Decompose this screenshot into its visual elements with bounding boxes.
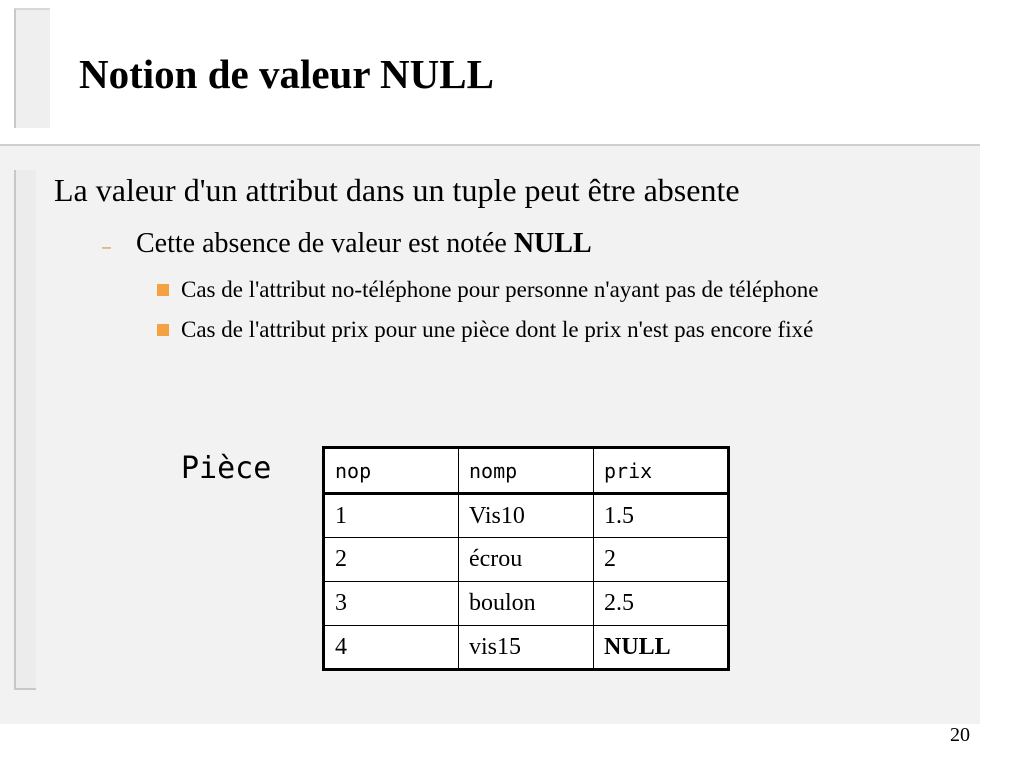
table-row bbox=[324, 538, 729, 582]
table-cell: Vis10 bbox=[459, 494, 594, 538]
bullet-level3-text: Cas de l'attribut prix pour une pièce dont le prix n'est pas encore fixé bbox=[181, 317, 814, 342]
table-cell: 4 bbox=[324, 626, 459, 670]
table-cell: boulon bbox=[459, 582, 594, 626]
table-row bbox=[324, 494, 729, 538]
bullet-level2-prefix: Cette absence de valeur est notée bbox=[136, 228, 514, 259]
table-header-cell: prix bbox=[594, 448, 729, 494]
bullet-level3-text: Cas de l'attribut no-téléphone pour personne n'ayant pas de téléphone bbox=[181, 277, 819, 302]
bullet-level1: La valeur d'un attribut dans un tuple peut être absente bbox=[54, 172, 740, 208]
table-cell: écrou bbox=[459, 538, 594, 582]
table-cell: 2 bbox=[324, 538, 459, 582]
table-cell: 2 bbox=[594, 538, 729, 582]
page-number: 20 bbox=[950, 724, 970, 746]
square-bullet-icon bbox=[157, 324, 169, 336]
title-accent-bar bbox=[14, 8, 50, 128]
table-cell: 2.5 bbox=[594, 582, 729, 626]
bullet-level2-bold: NULL bbox=[513, 228, 592, 259]
table-row bbox=[324, 582, 729, 626]
table-header-row bbox=[324, 448, 729, 494]
table-row bbox=[324, 626, 729, 670]
table-cell-null: NULL bbox=[594, 626, 729, 670]
dash-bullet-icon: – bbox=[102, 239, 111, 256]
square-bullet-icon bbox=[157, 284, 169, 296]
table-header-cell: nop bbox=[324, 448, 459, 494]
table-label: Pièce bbox=[181, 451, 272, 486]
bullet-level2-text bbox=[136, 228, 592, 260]
table-header-cell: nomp bbox=[459, 448, 594, 494]
slide-title: Notion de valeur NULL bbox=[79, 51, 494, 97]
table-cell: 1 bbox=[324, 494, 459, 538]
content-accent-bar bbox=[14, 170, 36, 690]
piece-table bbox=[322, 446, 730, 671]
bullet-level3-item bbox=[157, 276, 818, 304]
table-cell: 3 bbox=[324, 582, 459, 626]
table-cell: vis15 bbox=[459, 626, 594, 670]
table-cell: 1.5 bbox=[594, 494, 729, 538]
bullet-level3-item bbox=[157, 316, 813, 344]
